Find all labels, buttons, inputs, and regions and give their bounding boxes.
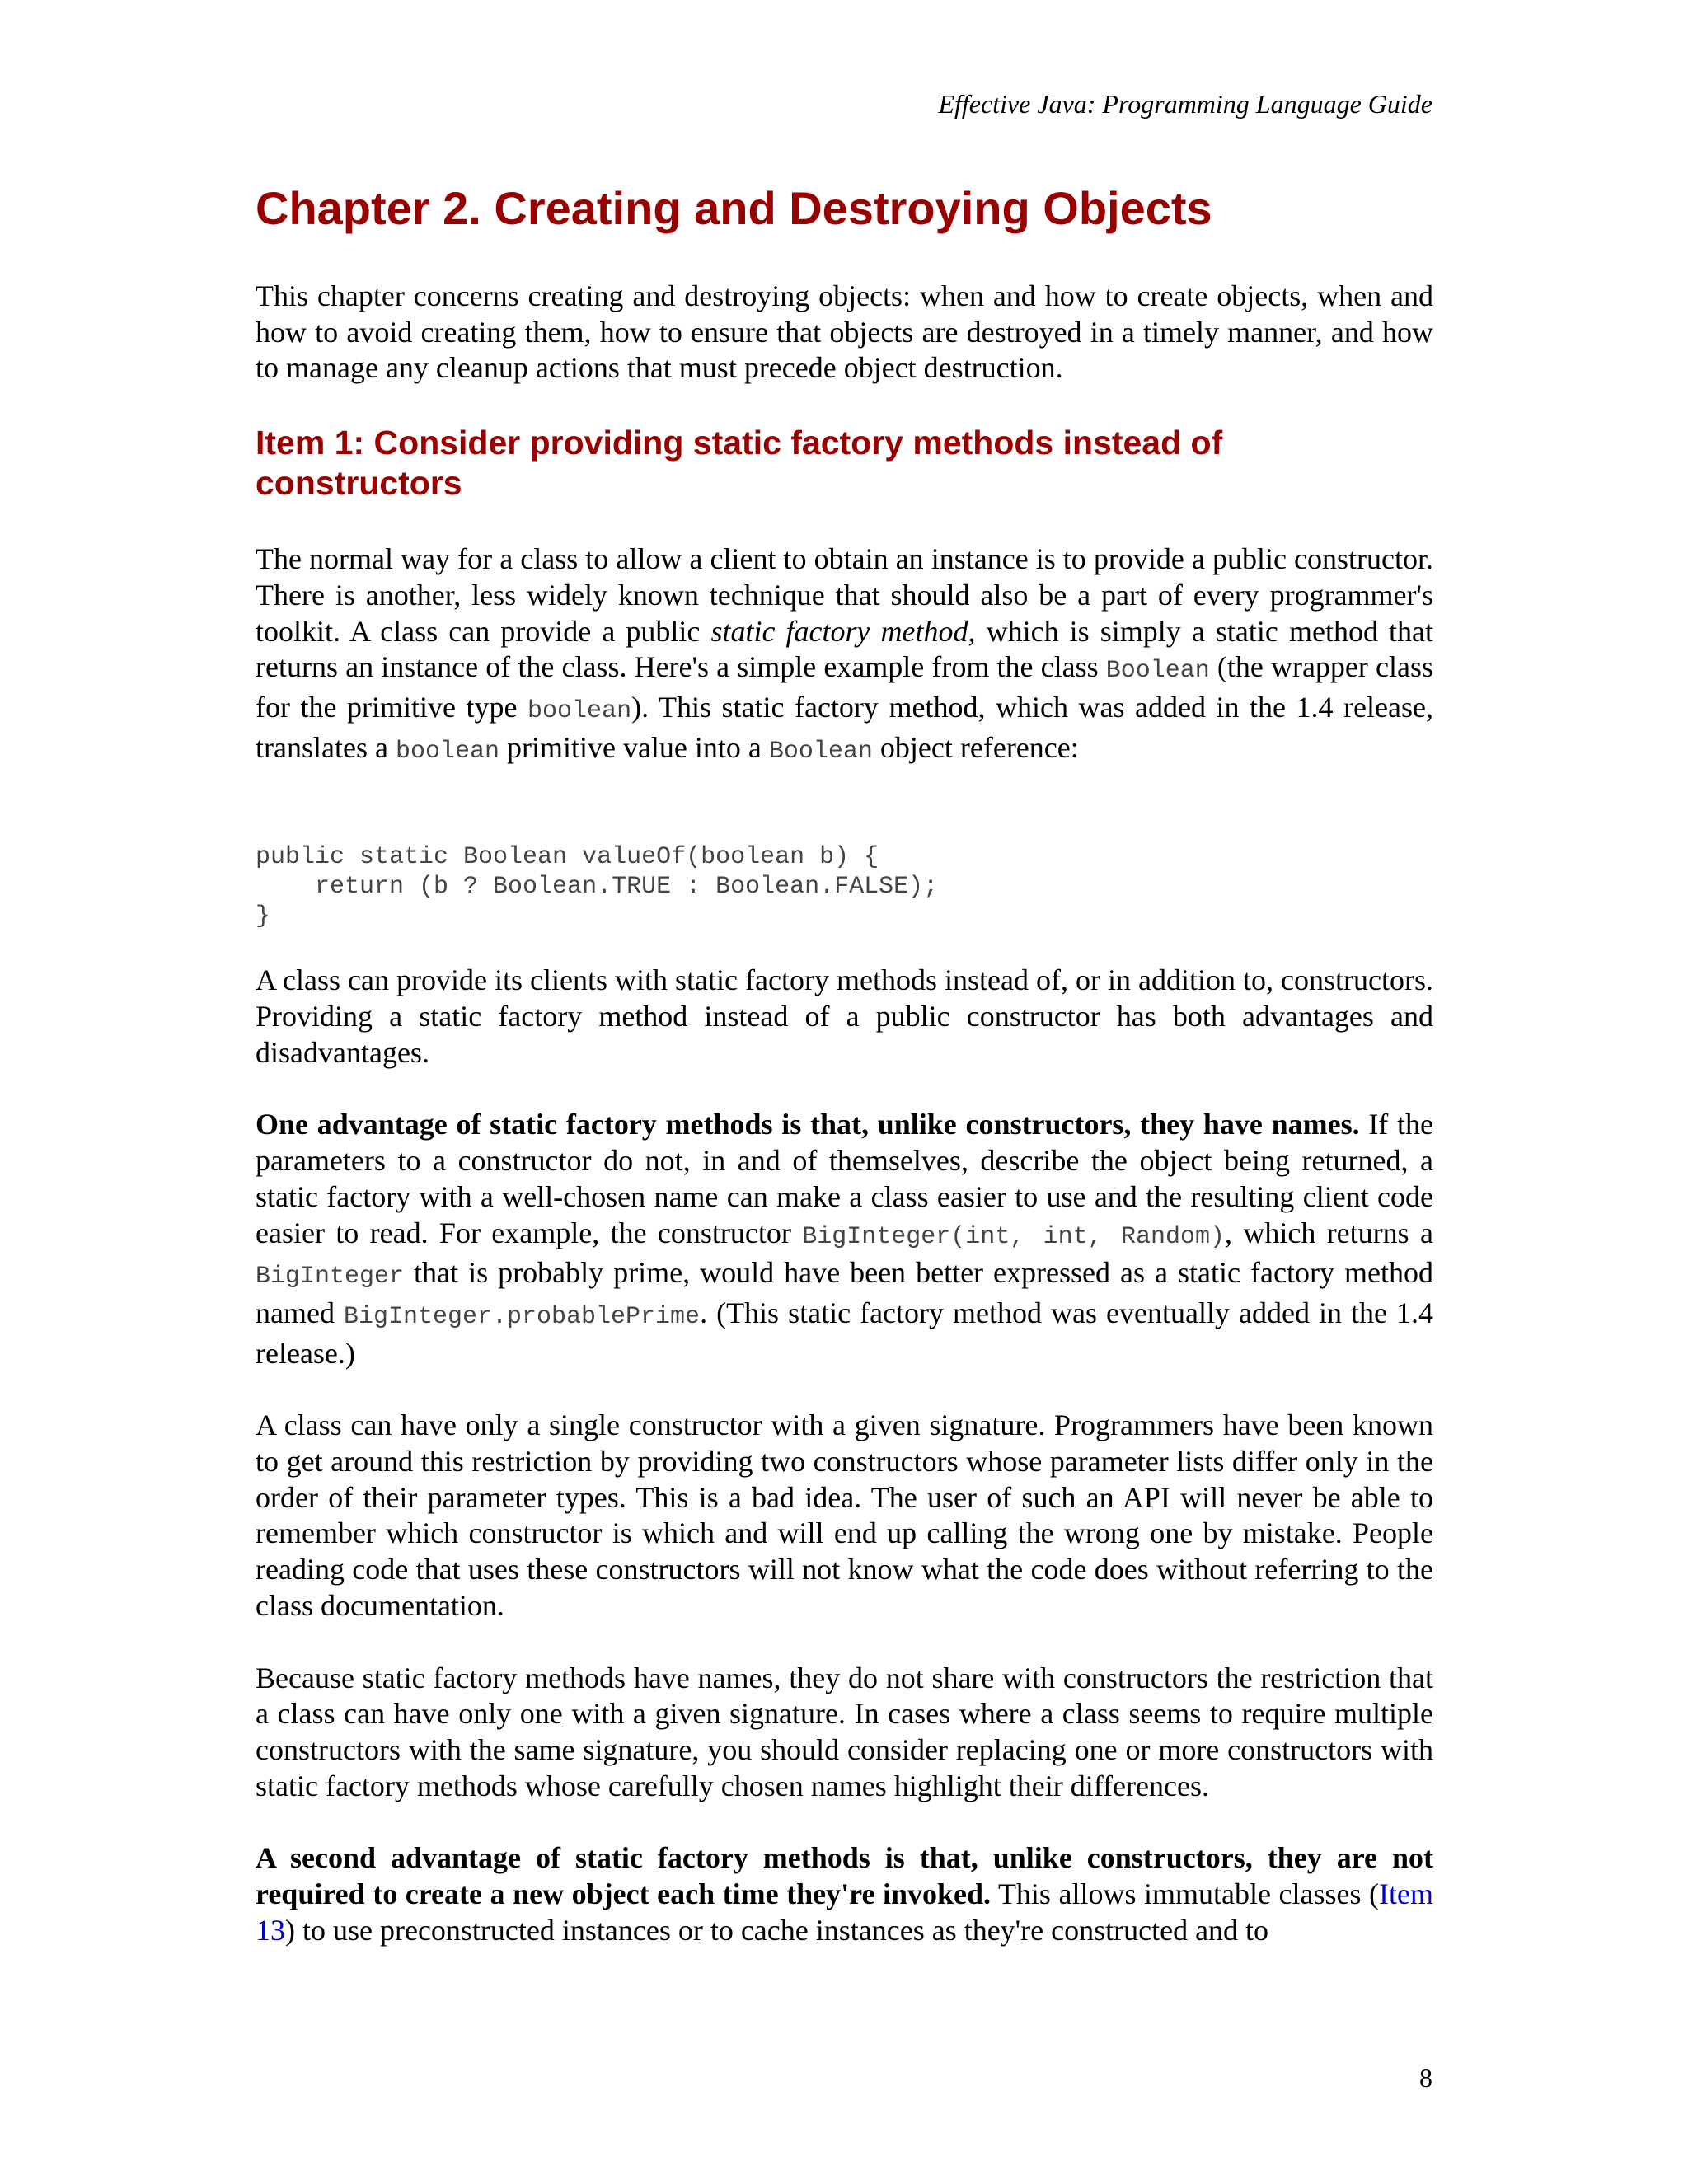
bold-lead: One advantage of static factory methods is that, unlike constructors, they have names.	[256, 1108, 1360, 1141]
text: This allows immutable classes (	[991, 1877, 1380, 1911]
emphasis-term: static factory method,	[710, 614, 976, 648]
bold-lead: A second advantage of static factory methods is that, unlike constructors, they are not required to create a new object each time they're invoked.	[256, 1841, 1433, 1911]
inline-code: BigInteger(int, int, Random)	[802, 1222, 1226, 1251]
chapter-title: Chapter 2. Creating and Destroying Objects	[256, 182, 1212, 234]
inline-code: Boolean	[1105, 657, 1210, 686]
text: which is simply a static method that returns an instance of the class. Here's a simple example from the class	[256, 614, 1434, 684]
item-title: Item 1: Consider providing static factory methods instead of constructors	[256, 424, 1223, 503]
page-content	[256, 181, 1433, 1985]
text: ) to use preconstructed instances or to cache instances as they're constructed and to	[285, 1913, 1269, 1947]
paragraph-single-constructor: A class can have only a single constructor with a given signature. Programmers have been known to get around this restriction by providing two constructors whose parameter lists differ only in the order of their parameter types. This is a bad idea. The user of such an API will never be able to remember which constructor is which and will end up calling the wrong one by mistake. People reading code that uses these constructors will not know what the code does without referring to the class documentation.	[256, 1408, 1433, 1622]
inline-code: BigInteger	[256, 1263, 405, 1291]
running-header: Effective Java: Programming Language Guide	[938, 89, 1432, 119]
text: The normal way for a class to allow a client to obtain an instance is to provide a public constructor. There is another, less widely known technique that should also be a part of every programmer's toolkit. A class can provide a public	[256, 542, 1433, 648]
inline-code: boolean	[395, 737, 499, 766]
paragraph-advantages: A class can provide its clients with static factory methods instead of, or in addition to, constructors. Providing a static factory method instead of a public constructor has both advantages and disadvantages.	[256, 963, 1433, 1069]
paragraph-names-benefit: Because static factory methods have names, they do not share with constructors the restriction that a class can have only one with a given signature. In cases where a class seems to require multiple constructors with the same signature, you should consider replacing one or more constructors with static factory methods whose carefully chosen names highlight their differences.	[256, 1661, 1433, 1802]
inline-code: boolean	[528, 696, 632, 725]
text: object reference:	[872, 730, 1079, 764]
item-13-link[interactable]: Item 13	[256, 1877, 1434, 1947]
text: If the parameters to a constructor do not, in and of themselves, describe the object being returned, a static factory with a well-chosen name can make a class easier to use and the resulting client code easier to read. For example, the constructor	[256, 1108, 1433, 1249]
text: ). This static factory method, which was added in the 1.4 release, translates a	[256, 690, 1433, 764]
text: . (This static factory method was eventually added in the 1.4 release.)	[256, 1296, 1433, 1370]
text: , which returns a	[1225, 1216, 1433, 1249]
inline-code: Boolean	[768, 737, 873, 766]
paragraph-second-advantage	[256, 1840, 1433, 1948]
code-block: public static Boolean valueOf(boolean b) { return (b ? Boolean.TRUE : Boolean.FALSE); }	[256, 843, 939, 931]
page-number: 8	[1419, 2063, 1432, 2093]
inline-code: BigInteger.probablePrime	[343, 1302, 701, 1331]
paragraph-first-advantage	[256, 1107, 1433, 1371]
chapter-intro-paragraph: This chapter concerns creating and destroying objects: when and how to create objects, when and how to avoid creating them, how to ensure that objects are destroyed in a timely manner, and how to manage any cleanup actions that must precede object destruction.	[256, 279, 1433, 385]
text: (the wrapper class for the primitive type	[256, 650, 1433, 724]
text: primitive value into a	[499, 730, 769, 764]
paragraph-static-factory-intro	[256, 541, 1433, 770]
text: that is probably prime, would have been better expressed as a static factory method named	[256, 1256, 1433, 1329]
